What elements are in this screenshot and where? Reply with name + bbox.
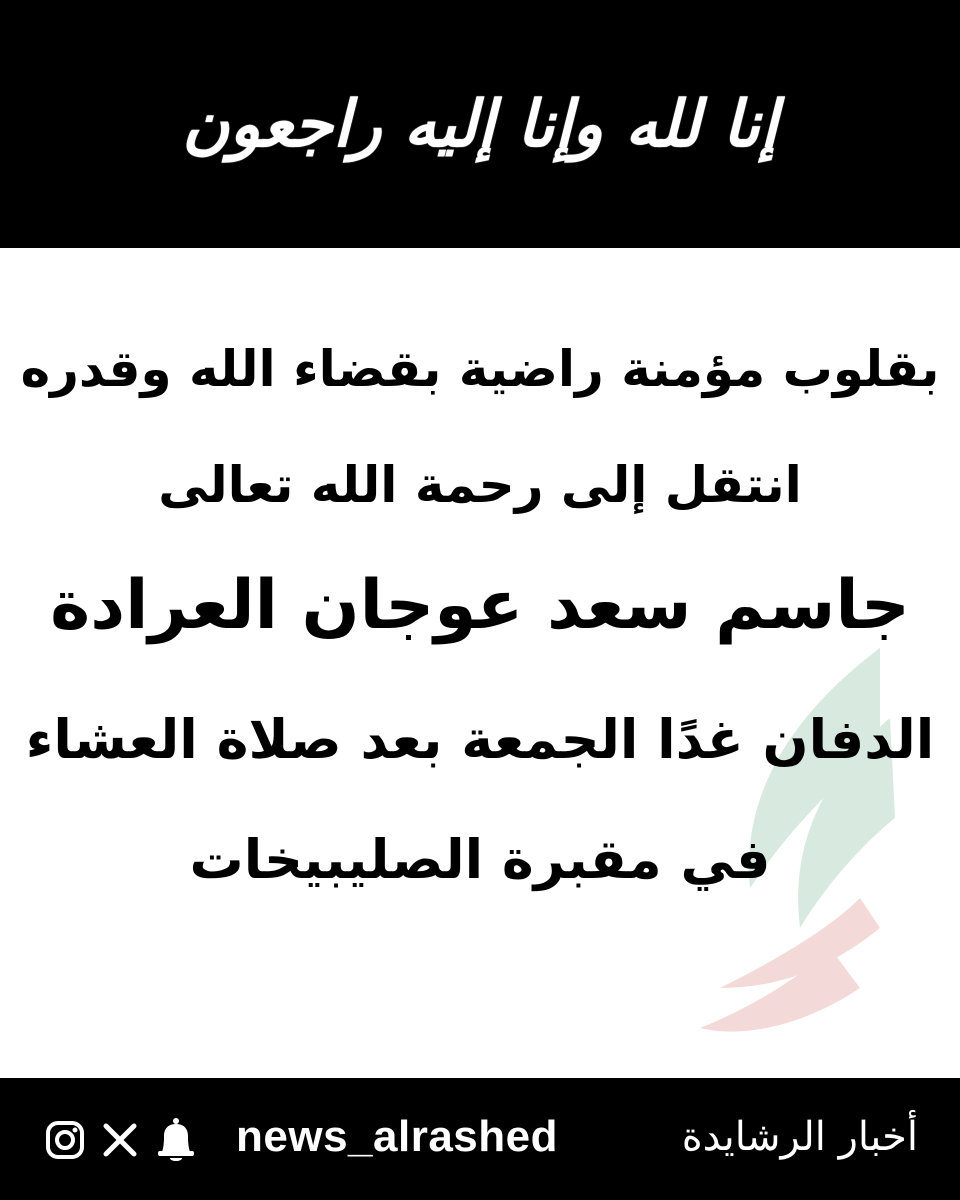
- burial-place-line: في مقبرة الصليبيخات: [189, 828, 771, 891]
- social-icons: [44, 1118, 198, 1162]
- deceased-name: جاسم سعد عوجان العرادة: [50, 566, 910, 645]
- x-icon[interactable]: [100, 1120, 140, 1160]
- passed-away-line: انتقل إلى رحمة الله تعالى: [158, 456, 802, 514]
- footer-bar: [0, 1078, 960, 1200]
- calligraphy-text: إنا لله وإنا إليه راجعون: [182, 86, 778, 162]
- burial-time-line: الدفان غدًا الجمعة بعد صلاة العشاء: [25, 708, 935, 771]
- brand-name: أخبار الرشايدة: [681, 1114, 918, 1160]
- bell-icon[interactable]: [154, 1116, 198, 1164]
- announcement-body: [0, 248, 960, 1078]
- account-handle[interactable]: news_alrashed: [236, 1112, 558, 1161]
- header-banner: [0, 0, 960, 248]
- instagram-icon[interactable]: [44, 1119, 86, 1161]
- condolence-line: بقلوب مؤمنة راضية بقضاء الله وقدره: [20, 340, 940, 398]
